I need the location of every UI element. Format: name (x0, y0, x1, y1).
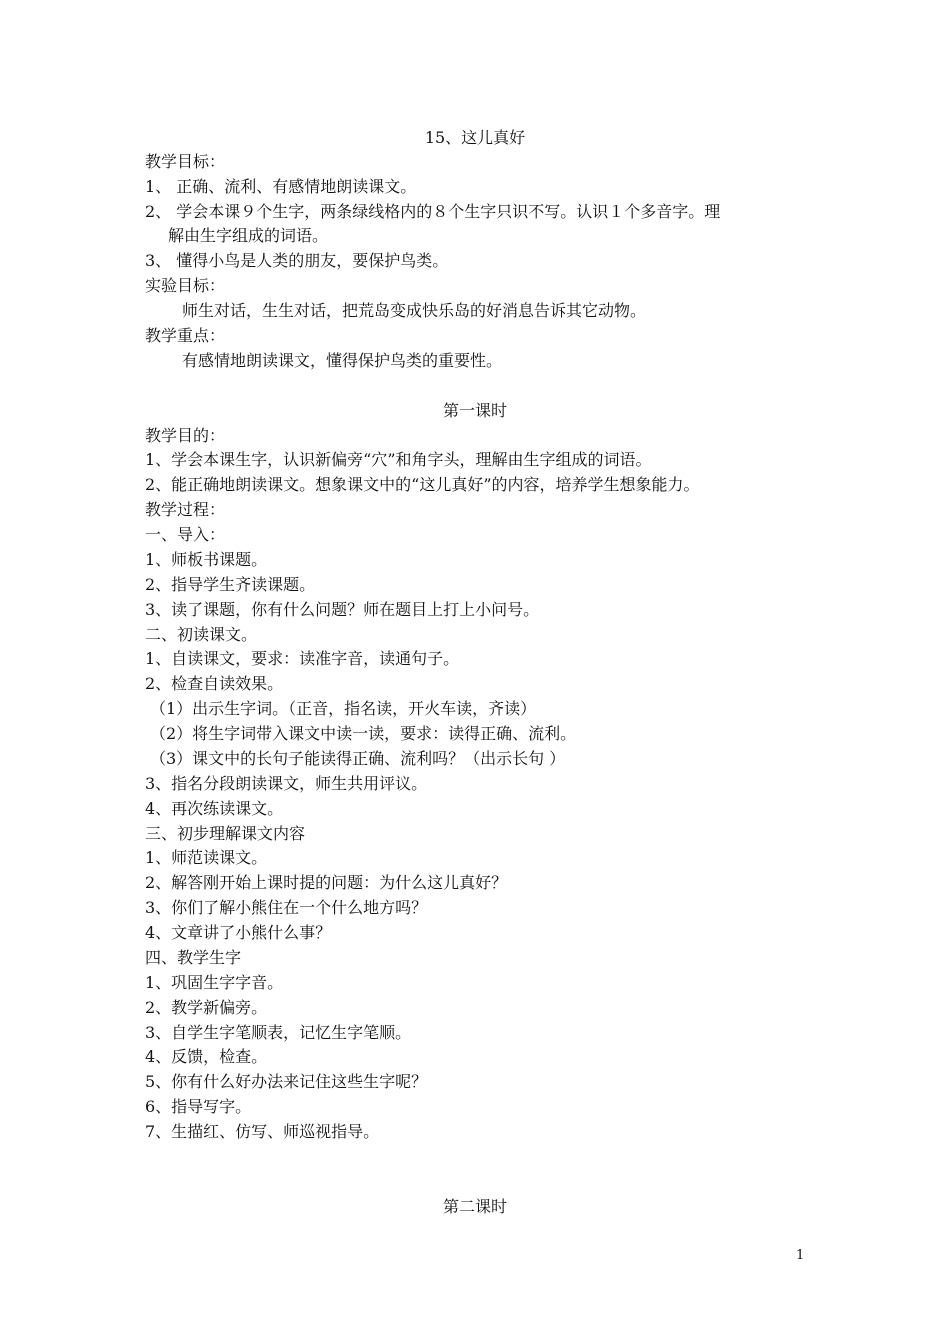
goal-item: 1、 正确、流利、有感情地朗读课文。 (145, 177, 417, 196)
process-line: 3、读了课题，你有什么问题？师在题目上打上小问号。 (145, 600, 540, 619)
process-line: 7、生描红、仿写、师巡视指导。 (145, 1122, 380, 1141)
purpose-item: 2、能正确地朗读课文。想象课文中的“这儿真好”的内容，培养学生想象能力。 (145, 475, 700, 494)
process-line: 1、巩固生字字音。 (145, 973, 284, 992)
goal-item-continuation: 解由生字组成的词语。 (168, 226, 329, 245)
process-line: 二、初读课文。 (145, 625, 258, 644)
process-line: 4、再次练读课文。 (145, 799, 284, 818)
process-line: 一、导入： (145, 525, 226, 544)
goal-item: 3、 懂得小鸟是人类的朋友，要保护鸟类。 (145, 251, 449, 270)
process-line: 2、教学新偏旁。 (145, 998, 268, 1017)
lesson1-heading: 第一课时 (442, 401, 507, 420)
process-line: 四、教学生字 (145, 948, 242, 967)
purpose-item: 1、学会本课生字，认识新偏旁“穴”和角字头，理解由生字组成的词语。 (145, 450, 652, 469)
document-title: 15、这儿真好 (424, 128, 526, 147)
process-line: （3）课文中的长句子能读得正确、流利吗？（出示长句 ） (150, 749, 566, 768)
process-heading: 教学过程： (145, 500, 226, 519)
process-line: （1）出示生字词。（正音，指名读，开火车读，齐读） (150, 699, 537, 718)
focus-heading: 教学重点： (145, 326, 226, 345)
process-line: 1、师范读课文。 (145, 848, 268, 867)
experiment-heading: 实验目标： (145, 276, 226, 295)
process-line: 2、检查自读效果。 (145, 674, 284, 693)
goals-heading: 教学目标： (145, 152, 226, 171)
process-line: 6、指导写字。 (145, 1097, 252, 1116)
process-line: 1、自读课文，要求：读准字音，读通句子。 (145, 649, 460, 668)
experiment-text: 师生对话，生生对话，把荒岛变成快乐岛的好消息告诉其它动物。 (182, 301, 647, 320)
lesson2-heading: 第二课时 (442, 1197, 507, 1216)
process-line: 三、初步理解课文内容 (145, 824, 306, 843)
process-line: 3、指名分段朗读课文，师生共用评议。 (145, 774, 428, 793)
process-line: 2、指导学生齐读课题。 (145, 575, 316, 594)
process-line: 3、自学生字笔顺表，记忆生字笔顺。 (145, 1023, 412, 1042)
process-line: 4、反馈，检查。 (145, 1047, 268, 1066)
process-line: 5、你有什么好办法来记住这些生字呢？ (145, 1072, 428, 1091)
process-line: 1、师板书课题。 (145, 550, 268, 569)
process-line: （2）将生字词带入课文中读一读，要求：读得正确、流利。 (150, 724, 577, 743)
process-line: 2、解答刚开始上课时提的问题：为什么这儿真好？ (145, 873, 508, 892)
purpose-heading: 教学目的： (145, 426, 226, 445)
process-line: 4、文章讲了小熊什么事？ (145, 923, 332, 942)
goal-item: 2、 学会本课９个生字，两条绿线格内的８个生字只识不写。认识１个多音字。理 (145, 202, 721, 221)
process-line: 3、你们了解小熊住在一个什么地方吗？ (145, 898, 428, 917)
page-number: 1 (796, 1248, 805, 1263)
focus-text: 有感情地朗读课文，懂得保护鸟类的重要性。 (182, 351, 503, 370)
